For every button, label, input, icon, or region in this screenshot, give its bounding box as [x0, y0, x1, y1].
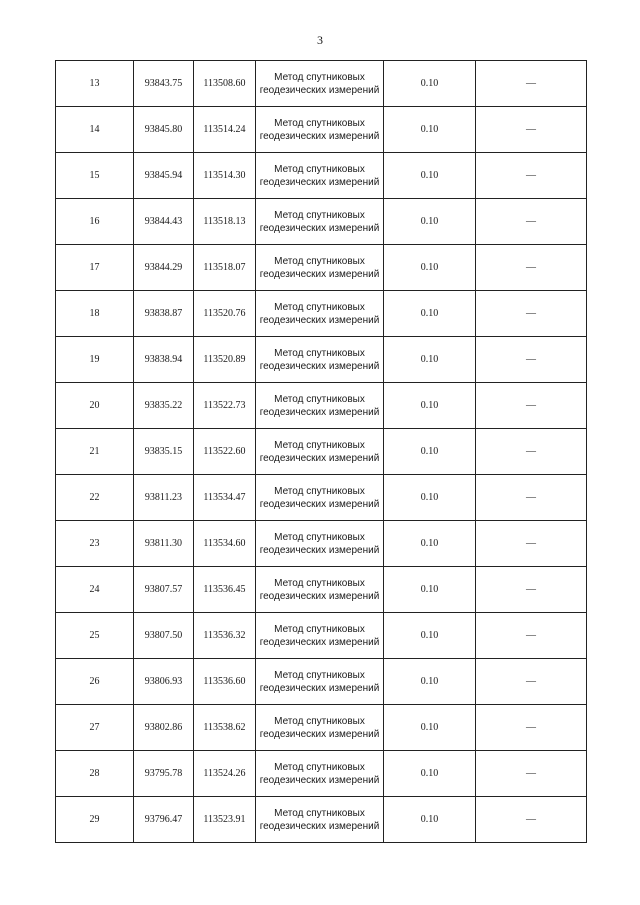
x-coordinate-cell: 93802.86: [134, 705, 194, 751]
point-number-cell: 20: [56, 383, 134, 429]
method-line-2: геодезических измерений: [259, 590, 380, 602]
x-coordinate-cell: 93795.78: [134, 751, 194, 797]
table-row: [56, 797, 587, 843]
method-line-2: геодезических измерений: [259, 360, 380, 372]
method-line-1: Метод спутниковых: [274, 761, 365, 773]
table-row: [56, 107, 587, 153]
point-number-cell: 25: [56, 613, 134, 659]
x-coordinate-cell: 93807.50: [134, 613, 194, 659]
x-coordinate-cell: 93844.29: [134, 245, 194, 291]
y-coordinate-cell: 113534.60: [194, 521, 256, 567]
method-line-1: Метод спутниковых: [274, 485, 365, 497]
method-cell: [256, 797, 384, 843]
y-coordinate-cell: 113520.89: [194, 337, 256, 383]
method-line-2: геодезических измерений: [259, 314, 380, 326]
note-cell: —: [476, 797, 587, 843]
accuracy-cell: 0.10: [384, 613, 476, 659]
point-number-cell: 24: [56, 567, 134, 613]
method-line-1: Метод спутниковых: [274, 577, 365, 589]
note-cell: —: [476, 383, 587, 429]
point-number-cell: 26: [56, 659, 134, 705]
accuracy-cell: 0.10: [384, 337, 476, 383]
table-row: [56, 659, 587, 705]
method-line-2: геодезических измерений: [259, 84, 380, 96]
method-line-2: геодезических измерений: [259, 406, 380, 418]
y-coordinate-cell: 113538.62: [194, 705, 256, 751]
table-row: [56, 245, 587, 291]
table-row: [56, 475, 587, 521]
note-cell: —: [476, 245, 587, 291]
point-number-cell: 28: [56, 751, 134, 797]
method-line-1: Метод спутниковых: [274, 301, 365, 313]
point-number-cell: 14: [56, 107, 134, 153]
x-coordinate-cell: 93811.23: [134, 475, 194, 521]
accuracy-cell: 0.10: [384, 153, 476, 199]
x-coordinate-cell: 93838.94: [134, 337, 194, 383]
method-line-2: геодезических измерений: [259, 498, 380, 510]
accuracy-cell: 0.10: [384, 107, 476, 153]
table-row: [56, 567, 587, 613]
method-line-2: геодезических измерений: [259, 682, 380, 694]
method-cell: [256, 61, 384, 107]
method-line-2: геодезических измерений: [259, 544, 380, 556]
y-coordinate-cell: 113523.91: [194, 797, 256, 843]
x-coordinate-cell: 93835.15: [134, 429, 194, 475]
y-coordinate-cell: 113508.60: [194, 61, 256, 107]
accuracy-cell: 0.10: [384, 61, 476, 107]
method-line-2: геодезических измерений: [259, 636, 380, 648]
x-coordinate-cell: 93806.93: [134, 659, 194, 705]
accuracy-cell: 0.10: [384, 245, 476, 291]
method-cell: [256, 751, 384, 797]
method-cell: [256, 521, 384, 567]
note-cell: —: [476, 567, 587, 613]
method-line-2: геодезических измерений: [259, 268, 380, 280]
accuracy-cell: 0.10: [384, 659, 476, 705]
method-line-2: геодезических измерений: [259, 452, 380, 464]
method-line-1: Метод спутниковых: [274, 531, 365, 543]
coordinates-table: [55, 60, 587, 843]
method-line-2: геодезических измерений: [259, 222, 380, 234]
y-coordinate-cell: 113518.13: [194, 199, 256, 245]
table-row: [56, 429, 587, 475]
x-coordinate-cell: 93796.47: [134, 797, 194, 843]
table-row: [56, 153, 587, 199]
table-body: [56, 61, 587, 843]
point-number-cell: 18: [56, 291, 134, 337]
y-coordinate-cell: 113514.24: [194, 107, 256, 153]
x-coordinate-cell: 93835.22: [134, 383, 194, 429]
table-row: [56, 521, 587, 567]
method-line-2: геодезических измерений: [259, 728, 380, 740]
note-cell: —: [476, 705, 587, 751]
table-row: [56, 337, 587, 383]
method-line-2: геодезических измерений: [259, 176, 380, 188]
accuracy-cell: 0.10: [384, 797, 476, 843]
x-coordinate-cell: 93845.94: [134, 153, 194, 199]
method-cell: [256, 107, 384, 153]
note-cell: —: [476, 153, 587, 199]
method-line-1: Метод спутниковых: [274, 393, 365, 405]
method-line-1: Метод спутниковых: [274, 715, 365, 727]
table-row: [56, 705, 587, 751]
point-number-cell: 17: [56, 245, 134, 291]
method-cell: [256, 291, 384, 337]
table-row: [56, 199, 587, 245]
y-coordinate-cell: 113524.26: [194, 751, 256, 797]
method-cell: [256, 475, 384, 521]
y-coordinate-cell: 113536.32: [194, 613, 256, 659]
x-coordinate-cell: 93843.75: [134, 61, 194, 107]
method-line-1: Метод спутниковых: [274, 209, 365, 221]
x-coordinate-cell: 93844.43: [134, 199, 194, 245]
point-number-cell: 27: [56, 705, 134, 751]
point-number-cell: 21: [56, 429, 134, 475]
note-cell: —: [476, 475, 587, 521]
point-number-cell: 22: [56, 475, 134, 521]
table-row: [56, 613, 587, 659]
note-cell: —: [476, 659, 587, 705]
method-cell: [256, 567, 384, 613]
method-line-1: Метод спутниковых: [274, 439, 365, 451]
method-cell: [256, 429, 384, 475]
method-cell: [256, 337, 384, 383]
note-cell: —: [476, 613, 587, 659]
accuracy-cell: 0.10: [384, 751, 476, 797]
method-cell: [256, 659, 384, 705]
method-line-2: геодезических измерений: [259, 820, 380, 832]
method-cell: [256, 613, 384, 659]
x-coordinate-cell: 93811.30: [134, 521, 194, 567]
note-cell: —: [476, 751, 587, 797]
y-coordinate-cell: 113522.73: [194, 383, 256, 429]
y-coordinate-cell: 113534.47: [194, 475, 256, 521]
note-cell: —: [476, 61, 587, 107]
accuracy-cell: 0.10: [384, 429, 476, 475]
point-number-cell: 13: [56, 61, 134, 107]
method-line-2: геодезических измерений: [259, 130, 380, 142]
y-coordinate-cell: 113514.30: [194, 153, 256, 199]
table-row: [56, 751, 587, 797]
note-cell: —: [476, 199, 587, 245]
method-cell: [256, 153, 384, 199]
note-cell: —: [476, 337, 587, 383]
table-row: [56, 61, 587, 107]
method-line-1: Метод спутниковых: [274, 347, 365, 359]
accuracy-cell: 0.10: [384, 705, 476, 751]
x-coordinate-cell: 93845.80: [134, 107, 194, 153]
point-number-cell: 23: [56, 521, 134, 567]
method-cell: [256, 705, 384, 751]
method-line-1: Метод спутниковых: [274, 117, 365, 129]
method-line-1: Метод спутниковых: [274, 255, 365, 267]
y-coordinate-cell: 113536.60: [194, 659, 256, 705]
y-coordinate-cell: 113522.60: [194, 429, 256, 475]
method-cell: [256, 199, 384, 245]
method-line-1: Метод спутниковых: [274, 623, 365, 635]
accuracy-cell: 0.10: [384, 521, 476, 567]
method-line-2: геодезических измерений: [259, 774, 380, 786]
x-coordinate-cell: 93838.87: [134, 291, 194, 337]
note-cell: —: [476, 521, 587, 567]
accuracy-cell: 0.10: [384, 475, 476, 521]
method-line-1: Метод спутниковых: [274, 71, 365, 83]
page-number: 3: [317, 33, 323, 47]
accuracy-cell: 0.10: [384, 291, 476, 337]
table-row: [56, 291, 587, 337]
point-number-cell: 15: [56, 153, 134, 199]
method-line-1: Метод спутниковых: [274, 669, 365, 681]
x-coordinate-cell: 93807.57: [134, 567, 194, 613]
note-cell: —: [476, 291, 587, 337]
method-cell: [256, 383, 384, 429]
method-line-1: Метод спутниковых: [274, 807, 365, 819]
table-row: [56, 383, 587, 429]
point-number-cell: 29: [56, 797, 134, 843]
note-cell: —: [476, 429, 587, 475]
accuracy-cell: 0.10: [384, 199, 476, 245]
y-coordinate-cell: 113520.76: [194, 291, 256, 337]
y-coordinate-cell: 113536.45: [194, 567, 256, 613]
method-line-1: Метод спутниковых: [274, 163, 365, 175]
note-cell: —: [476, 107, 587, 153]
point-number-cell: 16: [56, 199, 134, 245]
point-number-cell: 19: [56, 337, 134, 383]
accuracy-cell: 0.10: [384, 567, 476, 613]
method-cell: [256, 245, 384, 291]
y-coordinate-cell: 113518.07: [194, 245, 256, 291]
accuracy-cell: 0.10: [384, 383, 476, 429]
